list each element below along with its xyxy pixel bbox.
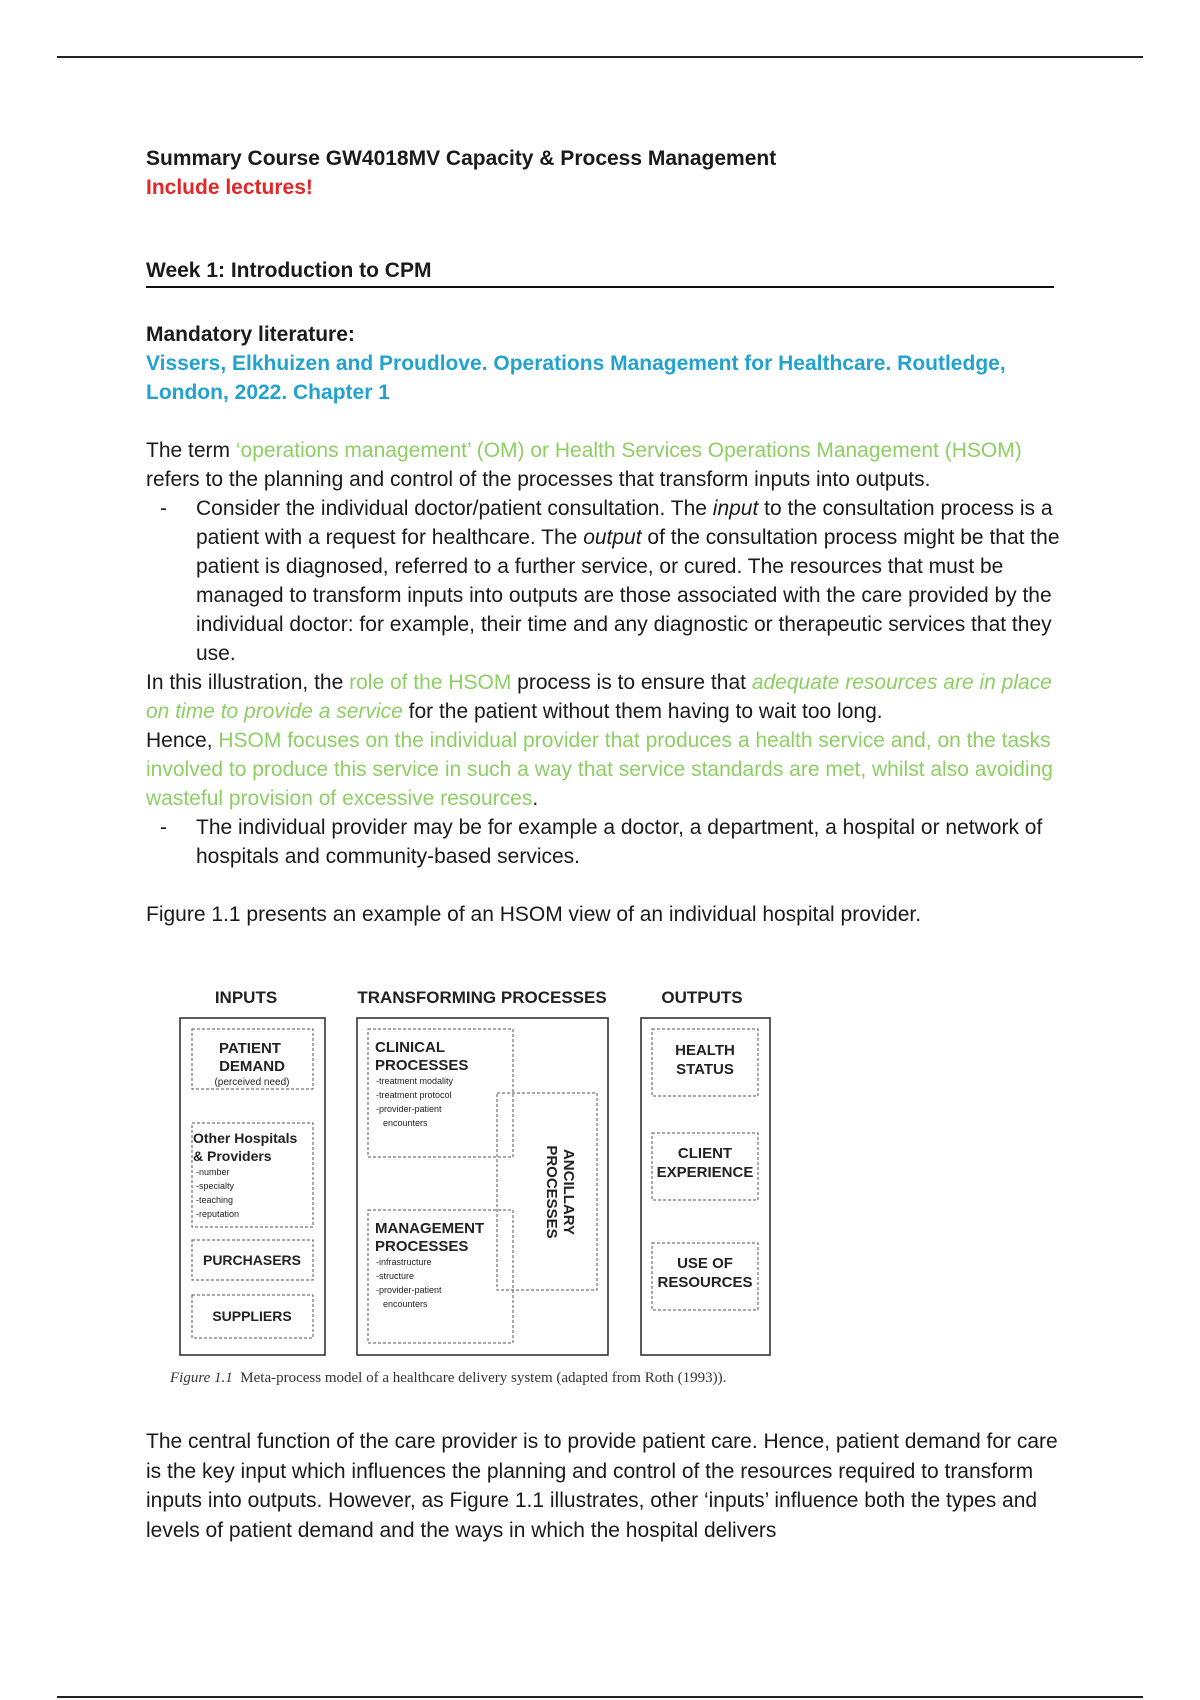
management-item-encounters: -provider-patient bbox=[376, 1285, 442, 1295]
label-clinical-processes: PROCESSES bbox=[375, 1057, 469, 1074]
list-item: - The individual provider may be for example a doctor, a department, a hospital or network of hospitals and community-based services. bbox=[146, 813, 1066, 871]
week-heading: Week 1: Introduction to CPM bbox=[146, 256, 1054, 288]
paragraph-hsom-focus: Hence, HSOM focuses on the individual provider that produces a health service and, on the tasks involved to produce this service in such a way that service standards are met, whilst also avoiding wasteful provision of excessive resources. bbox=[146, 729, 1053, 810]
highlight-om-term: ‘operations management’ (OM) or Health Services Operations Management (HSOM) bbox=[235, 439, 1022, 462]
label-other-hospitals: Other Hospitals bbox=[193, 1130, 298, 1146]
figure-caption-text: Meta-process model of a healthcare delivery system (adapted from Roth (1993)). bbox=[240, 1370, 727, 1386]
figure-intro: Figure 1.1 presents an example of an HSOM view of an individual hospital provider. bbox=[146, 903, 922, 926]
figure-caption bbox=[170, 1370, 726, 1387]
label-use-of: USE OF bbox=[677, 1255, 733, 1272]
meta-process-diagram bbox=[160, 985, 780, 1395]
label-demand: DEMAND bbox=[219, 1058, 285, 1075]
management-item-structure: -structure bbox=[376, 1271, 415, 1281]
clinical-item-encounters: -provider-patient bbox=[376, 1104, 442, 1114]
management-item-infrastructure: -infrastructure bbox=[376, 1257, 432, 1267]
header-rule bbox=[57, 56, 1143, 58]
clinical-item-protocol: -treatment protocol bbox=[376, 1090, 452, 1100]
label-resources: RESOURCES bbox=[657, 1274, 753, 1291]
label-ancillary-processes: PROCESSES bbox=[543, 1145, 560, 1239]
note-include-lectures: Include lectures! bbox=[146, 176, 313, 199]
highlight-hsom-focus: HSOM focuses on the individual provider that produces a health service and, on the tasks involved to produce this service in such a way that service standards are met, whilst also avoiding wasteful provision of excessive resources bbox=[146, 729, 1053, 810]
column-inputs: INPUTS bbox=[214, 988, 278, 1007]
paragraph-om-definition: The term ‘operations management’ (OM) or Health Services Operations Management (HSOM) refers to the planning and control of the processes that transform inputs into outputs. bbox=[146, 439, 1022, 491]
document-title: Summary Course GW4018MV Capacity & Process Management bbox=[146, 147, 777, 170]
clinical-item-encounters-2: encounters bbox=[383, 1118, 428, 1128]
highlight-resources: adequate resources are in place on time to provide a service bbox=[146, 671, 1052, 723]
label-management: MANAGEMENT bbox=[375, 1220, 485, 1237]
other-item-reputation: -reputation bbox=[196, 1209, 240, 1219]
other-item-teaching: -teaching bbox=[196, 1195, 234, 1205]
label-perceived-need: (perceived need) bbox=[214, 1077, 290, 1088]
label-experience: EXPERIENCE bbox=[656, 1164, 754, 1181]
document-body bbox=[146, 144, 1066, 929]
list-item: - Consider the individual doctor/patient consultation. The input to the consultation process is a patient with a request for healthcare. The output of the consultation process might be that the patient is diagnosed, referred to a further service, or cured. The resources that must be managed to transform inputs into outputs are those associated with the care provided by the individual doctor: for example, their time and any diagnostic or therapeutic services that they use. bbox=[146, 494, 1066, 668]
literature-citation: Vissers, Elkhuizen and Proudlove. Operations Management for Healthcare. Routledge, London, 2022. Chapter 1 bbox=[146, 352, 1006, 404]
label-client: CLIENT bbox=[677, 1145, 733, 1162]
label-health: HEALTH bbox=[675, 1042, 735, 1059]
bullet-list-2 bbox=[146, 813, 1066, 871]
paragraph-illustration: In this illustration, the role of the HSOM process is to ensure that adequate resources are in place on time to provide a service for the patient without them having to wait too long. bbox=[146, 671, 1052, 723]
label-patient: PATIENT bbox=[219, 1040, 281, 1057]
label-ancillary: ANCILLARY bbox=[560, 1148, 577, 1236]
column-outputs: OUTPUTS bbox=[661, 988, 743, 1007]
bullet-list-1 bbox=[146, 494, 1066, 668]
label-suppliers: SUPPLIERS bbox=[212, 1308, 292, 1324]
column-processes: TRANSFORMING PROCESSES bbox=[357, 988, 607, 1007]
highlight-role: role of the HSOM bbox=[349, 671, 512, 694]
label-management-processes: PROCESSES bbox=[375, 1238, 469, 1255]
figure-caption-label: Figure 1.1 bbox=[170, 1370, 233, 1386]
literature-heading: Mandatory literature: bbox=[146, 323, 355, 346]
other-item-specialty: -specialty bbox=[196, 1181, 235, 1191]
paragraph-central-function: The central function of the care provider is to provide patient care. Hence, patient demand for care is the key input which influences the planning and control of the resources required to transform inputs into outputs. However, as Figure 1.1 illustrates, other ‘inputs’ influence both the types and levels of patient demand and the ways in which the hospital delivers bbox=[146, 1430, 1058, 1542]
label-clinical: CLINICAL bbox=[375, 1039, 445, 1056]
other-item-number: -number bbox=[196, 1167, 230, 1177]
clinical-item-modality: -treatment modality bbox=[376, 1076, 454, 1086]
management-item-encounters-2: encounters bbox=[383, 1299, 428, 1309]
label-providers: & Providers bbox=[193, 1148, 272, 1164]
footer-rule bbox=[57, 1696, 1143, 1698]
figure-meta-process-model bbox=[160, 985, 780, 1395]
label-status: STATUS bbox=[676, 1061, 734, 1078]
label-purchasers: PURCHASERS bbox=[202, 1252, 302, 1268]
